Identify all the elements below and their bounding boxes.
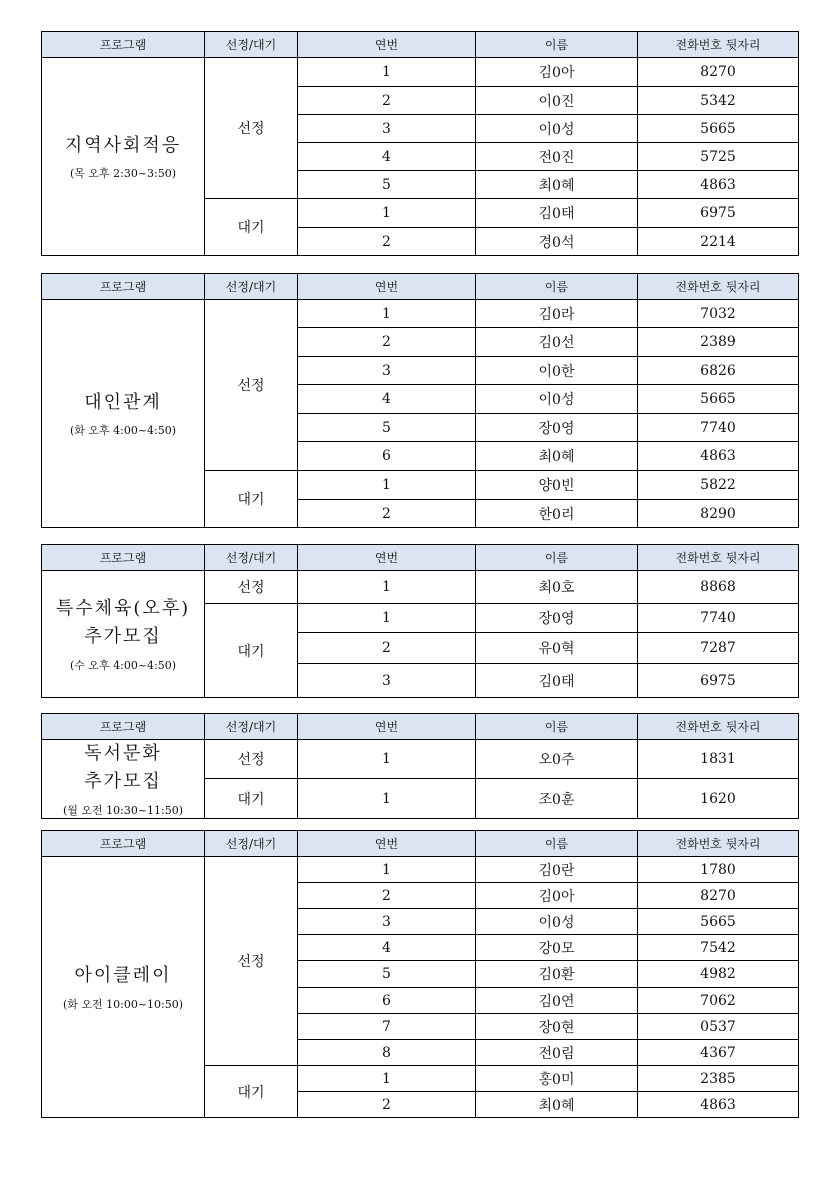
phone-last-digits: 1780 bbox=[638, 857, 799, 883]
serial-number: 1 bbox=[298, 300, 476, 328]
phone-last-digits: 7062 bbox=[638, 988, 799, 1014]
participant-name: 경0석 bbox=[476, 228, 638, 256]
serial-number: 2 bbox=[298, 500, 476, 528]
participant-name: 조0훈 bbox=[476, 779, 638, 819]
selection-status: 대기 bbox=[205, 779, 298, 819]
phone-last-digits: 5822 bbox=[638, 471, 799, 500]
phone-last-digits: 4863 bbox=[638, 1092, 799, 1118]
program-time: (화 오후 4:00~4:50) bbox=[69, 424, 177, 438]
selection-status: 선정 bbox=[205, 300, 298, 471]
column-header: 프로그램 bbox=[42, 32, 205, 58]
program-table bbox=[41, 830, 799, 1118]
participant-name: 김0환 bbox=[476, 961, 638, 988]
phone-last-digits: 4863 bbox=[638, 171, 799, 199]
serial-number: 2 bbox=[298, 883, 476, 909]
participant-name: 유0혁 bbox=[476, 633, 638, 664]
program-title-line: 대인관계 bbox=[84, 391, 162, 413]
serial-number: 1 bbox=[298, 471, 476, 500]
header-row bbox=[42, 274, 799, 300]
phone-last-digits: 8290 bbox=[638, 500, 799, 528]
serial-number: 2 bbox=[298, 228, 476, 256]
phone-last-digits: 2385 bbox=[638, 1066, 799, 1092]
serial-number: 7 bbox=[298, 1014, 476, 1040]
phone-last-digits: 5725 bbox=[638, 143, 799, 171]
participant-name: 이0성 bbox=[476, 385, 638, 414]
participant-name: 강0모 bbox=[476, 935, 638, 961]
serial-number: 3 bbox=[298, 909, 476, 935]
participant-name: 최0혜 bbox=[476, 171, 638, 199]
program-time: (목 오후 2:30~3:50) bbox=[69, 167, 177, 181]
column-header: 프로그램 bbox=[42, 274, 205, 300]
serial-number: 3 bbox=[298, 357, 476, 385]
participant-name: 김0아 bbox=[476, 58, 638, 87]
program-cell bbox=[42, 740, 205, 819]
column-header: 연번 bbox=[298, 545, 476, 571]
selection-status: 선정 bbox=[205, 857, 298, 1066]
serial-number: 3 bbox=[298, 664, 476, 698]
table-row bbox=[42, 58, 799, 87]
column-header: 이름 bbox=[476, 831, 638, 857]
serial-number: 1 bbox=[298, 1066, 476, 1092]
phone-last-digits: 0537 bbox=[638, 1014, 799, 1040]
column-header: 연번 bbox=[298, 831, 476, 857]
serial-number: 1 bbox=[298, 779, 476, 819]
program-cell bbox=[42, 857, 205, 1118]
column-header: 프로그램 bbox=[42, 831, 205, 857]
column-header: 전화번호 뒷자리 bbox=[638, 545, 799, 571]
participant-name: 장0영 bbox=[476, 604, 638, 633]
phone-last-digits: 7287 bbox=[638, 633, 799, 664]
phone-last-digits: 6975 bbox=[638, 664, 799, 698]
column-header: 전화번호 뒷자리 bbox=[638, 274, 799, 300]
program-time: (월 오전 10:30~11:50) bbox=[62, 803, 184, 817]
phone-last-digits: 5665 bbox=[638, 909, 799, 935]
selection-status: 선정 bbox=[205, 58, 298, 199]
selection-status: 대기 bbox=[205, 471, 298, 528]
program-title bbox=[42, 962, 204, 990]
participant-name: 한0리 bbox=[476, 500, 638, 528]
participant-name: 김0태 bbox=[476, 199, 638, 228]
column-header: 전화번호 뒷자리 bbox=[638, 32, 799, 58]
header-row bbox=[42, 545, 799, 571]
table-row bbox=[42, 857, 799, 883]
phone-last-digits: 1620 bbox=[638, 779, 799, 819]
serial-number: 4 bbox=[298, 143, 476, 171]
participant-name: 전0림 bbox=[476, 1040, 638, 1066]
column-header: 선정/대기 bbox=[205, 32, 298, 58]
phone-last-digits: 7740 bbox=[638, 604, 799, 633]
program-time: (화 오전 10:00~10:50) bbox=[62, 997, 184, 1011]
serial-number: 8 bbox=[298, 1040, 476, 1066]
program-title bbox=[42, 595, 204, 651]
program-table bbox=[41, 544, 799, 698]
serial-number: 2 bbox=[298, 87, 476, 115]
serial-number: 6 bbox=[298, 442, 476, 471]
participant-name: 김0라 bbox=[476, 300, 638, 328]
phone-last-digits: 4863 bbox=[638, 442, 799, 471]
participant-name: 이0성 bbox=[476, 115, 638, 143]
column-header: 연번 bbox=[298, 32, 476, 58]
header-row bbox=[42, 831, 799, 857]
participant-name: 김0연 bbox=[476, 988, 638, 1014]
table-row bbox=[42, 571, 799, 604]
participant-name: 김0선 bbox=[476, 328, 638, 357]
column-header: 연번 bbox=[298, 274, 476, 300]
column-header: 이름 bbox=[476, 32, 638, 58]
serial-number: 5 bbox=[298, 171, 476, 199]
selection-status: 대기 bbox=[205, 604, 298, 698]
serial-number: 2 bbox=[298, 633, 476, 664]
serial-number: 1 bbox=[298, 857, 476, 883]
participant-name: 최0혜 bbox=[476, 1092, 638, 1118]
program-title bbox=[42, 132, 204, 160]
serial-number: 2 bbox=[298, 328, 476, 357]
phone-last-digits: 7542 bbox=[638, 935, 799, 961]
header-row bbox=[42, 714, 799, 740]
phone-last-digits: 8270 bbox=[638, 58, 799, 87]
serial-number: 6 bbox=[298, 988, 476, 1014]
serial-number: 1 bbox=[298, 571, 476, 604]
participant-name: 전0진 bbox=[476, 143, 638, 171]
column-header: 이름 bbox=[476, 274, 638, 300]
phone-last-digits: 7740 bbox=[638, 414, 799, 442]
program-title-line: 추가모집 bbox=[84, 771, 162, 792]
phone-last-digits: 5665 bbox=[638, 385, 799, 414]
participant-name: 장0영 bbox=[476, 414, 638, 442]
serial-number: 4 bbox=[298, 385, 476, 414]
column-header: 전화번호 뒷자리 bbox=[638, 831, 799, 857]
serial-number: 5 bbox=[298, 961, 476, 988]
serial-number: 3 bbox=[298, 115, 476, 143]
selection-status: 선정 bbox=[205, 571, 298, 604]
column-header: 프로그램 bbox=[42, 545, 205, 571]
program-table bbox=[41, 31, 799, 256]
column-header: 연번 bbox=[298, 714, 476, 740]
serial-number: 1 bbox=[298, 604, 476, 633]
participant-name: 장0현 bbox=[476, 1014, 638, 1040]
selection-status: 대기 bbox=[205, 199, 298, 256]
participant-name: 양0빈 bbox=[476, 471, 638, 500]
selection-status: 선정 bbox=[205, 740, 298, 779]
participant-name: 최0호 bbox=[476, 571, 638, 604]
program-title-line: 지역사회적응 bbox=[64, 134, 182, 156]
column-header: 전화번호 뒷자리 bbox=[638, 714, 799, 740]
serial-number: 5 bbox=[298, 414, 476, 442]
participant-name: 이0진 bbox=[476, 87, 638, 115]
header-row bbox=[42, 32, 799, 58]
column-header: 선정/대기 bbox=[205, 545, 298, 571]
serial-number: 1 bbox=[298, 199, 476, 228]
column-header: 선정/대기 bbox=[205, 274, 298, 300]
table-row bbox=[42, 740, 799, 779]
phone-last-digits: 4982 bbox=[638, 961, 799, 988]
program-cell bbox=[42, 571, 205, 698]
program-title bbox=[42, 389, 204, 417]
participant-name: 오0주 bbox=[476, 740, 638, 779]
participant-name: 최0혜 bbox=[476, 442, 638, 471]
program-title bbox=[42, 740, 204, 796]
column-header: 이름 bbox=[476, 714, 638, 740]
serial-number: 2 bbox=[298, 1092, 476, 1118]
phone-last-digits: 8270 bbox=[638, 883, 799, 909]
participant-name: 김0태 bbox=[476, 664, 638, 698]
serial-number: 1 bbox=[298, 740, 476, 779]
program-table bbox=[41, 713, 799, 819]
program-title-line: 특수체육(오후) bbox=[55, 598, 191, 620]
participant-name: 김0란 bbox=[476, 857, 638, 883]
phone-last-digits: 2389 bbox=[638, 328, 799, 357]
participant-name: 이0한 bbox=[476, 357, 638, 385]
serial-number: 1 bbox=[298, 58, 476, 87]
column-header: 선정/대기 bbox=[205, 714, 298, 740]
serial-number: 4 bbox=[298, 935, 476, 961]
phone-last-digits: 7032 bbox=[638, 300, 799, 328]
phone-last-digits: 6826 bbox=[638, 357, 799, 385]
participant-name: 홍0미 bbox=[476, 1066, 638, 1092]
phone-last-digits: 6975 bbox=[638, 199, 799, 228]
participant-name: 이0성 bbox=[476, 909, 638, 935]
program-cell bbox=[42, 300, 205, 528]
program-cell bbox=[42, 58, 205, 256]
column-header: 프로그램 bbox=[42, 714, 205, 740]
column-header: 이름 bbox=[476, 545, 638, 571]
program-title-line: 독서문화 bbox=[84, 743, 162, 765]
phone-last-digits: 5665 bbox=[638, 115, 799, 143]
phone-last-digits: 4367 bbox=[638, 1040, 799, 1066]
participant-name: 김0아 bbox=[476, 883, 638, 909]
program-title-line: 추가모집 bbox=[84, 626, 162, 647]
table-row bbox=[42, 300, 799, 328]
selection-status: 대기 bbox=[205, 1066, 298, 1118]
phone-last-digits: 2214 bbox=[638, 228, 799, 256]
phone-last-digits: 8868 bbox=[638, 571, 799, 604]
program-time: (수 오후 4:00~4:50) bbox=[69, 658, 177, 672]
program-table bbox=[41, 273, 799, 528]
column-header: 선정/대기 bbox=[205, 831, 298, 857]
phone-last-digits: 1831 bbox=[638, 740, 799, 779]
phone-last-digits: 5342 bbox=[638, 87, 799, 115]
program-title-line: 아이클레이 bbox=[74, 965, 172, 987]
